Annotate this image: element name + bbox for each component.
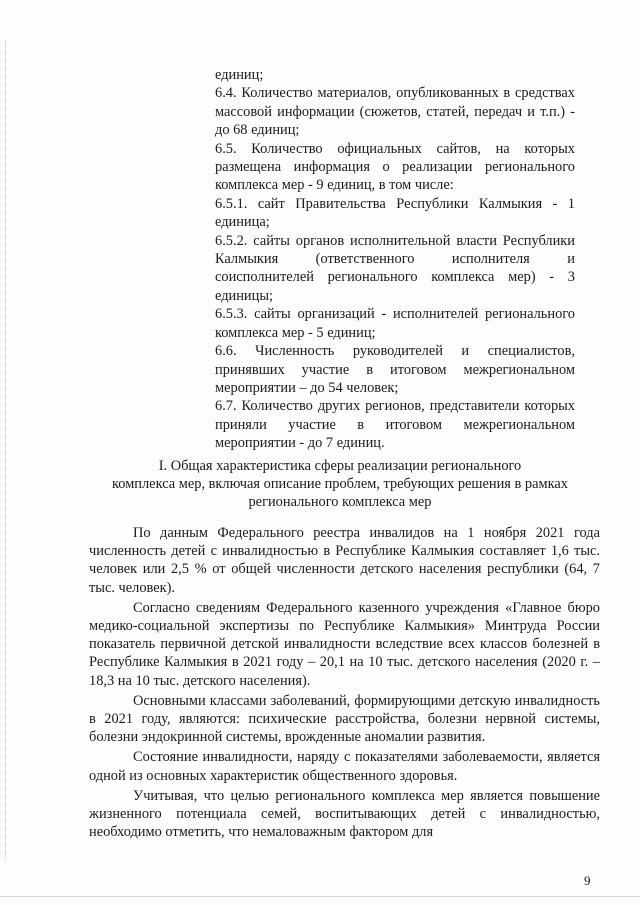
heading-line: комплекса мер, включая описание проблем, требующих решения в рамках bbox=[112, 476, 568, 493]
list-item: единиц; bbox=[215, 67, 264, 83]
heading-line: регионального комплекса мер bbox=[248, 494, 432, 511]
list-item: 6.6. Численность руководителей и специалистов, принявших участие в итоговом межрегиональном мероприятии – до 54 человек; bbox=[215, 343, 575, 396]
heading-line: I. Общая характеристика сферы реализации регионального bbox=[158, 458, 522, 474]
scan-edge-dots bbox=[5, 40, 7, 860]
paragraph: Состояние инвалидности, наряду с показателями заболеваемости, является одной из основных характеристик общественного здоровья. bbox=[89, 749, 600, 784]
body-text bbox=[89, 524, 600, 843]
paragraph: Основными классами заболеваний, формирующими детскую инвалидность в 2021 году, являются: психические расстройства, болезни нервной системы, болезни эндокринной системы, врожденные аномалии развития. bbox=[89, 692, 600, 746]
section-heading bbox=[70, 457, 610, 512]
list-item: 6.5.3. сайты организаций - исполнителей регионального комплекса мер - 5 единиц; bbox=[215, 306, 575, 341]
list-item: 6.5.2. сайты органов исполнительной власти Республики Калмыкия (ответственного исполнителя и соисполнителей регионального комплекса мер) - 3 единицы; bbox=[215, 232, 575, 304]
scan-bottom-line bbox=[0, 896, 640, 897]
indicator-list bbox=[215, 66, 575, 453]
paragraph: Согласно сведениям Федерального казенного учреждения «Главное бюро медико-социальной экспертизы по Республике Калмыкия» Минтруда России показатель первичной детской инвалидности вследствие всех классов болезней в Республике Калмыкия в 2021 году – 20,1 на 10 тыс. детского населения (2020 г. – 18,3 на 10 тыс. детского населения). bbox=[89, 599, 600, 689]
list-item: 6.4. Количество материалов, опубликованных в средствах массовой информации (сюжетов, статей, передач и т.п.) - до 68 единиц; bbox=[215, 85, 575, 139]
paragraph: По данным Федерального реестра инвалидов на 1 ноября 2021 года численность детей с инвалидностью в Республике Калмыкия составляет 1,6 тыс. человек или 2,5 % от общей численности детского населения республики (64, 7 тыс. человек). bbox=[89, 525, 600, 596]
list-item: 6.7. Количество других регионов, представители которых приняли участие в итоговом межрегиональном мероприятии - до 7 единиц. bbox=[215, 398, 575, 452]
list-item: 6.5. Количество официальных сайтов, на которых размещена информация о реализации регионального комплекса мер - 9 единиц, в том числе: bbox=[215, 140, 575, 194]
paragraph: Учитывая, что целью регионального комплекса мер является повышение жизненного потенциала семей, воспитывающих детей с инвалидностью, необходимо отметить, что немаловажным фактором для bbox=[89, 787, 600, 841]
page-number: 9 bbox=[584, 873, 591, 888]
list-item: 6.5.1. сайт Правительства Республики Калмыкия - 1 единица; bbox=[215, 195, 575, 231]
